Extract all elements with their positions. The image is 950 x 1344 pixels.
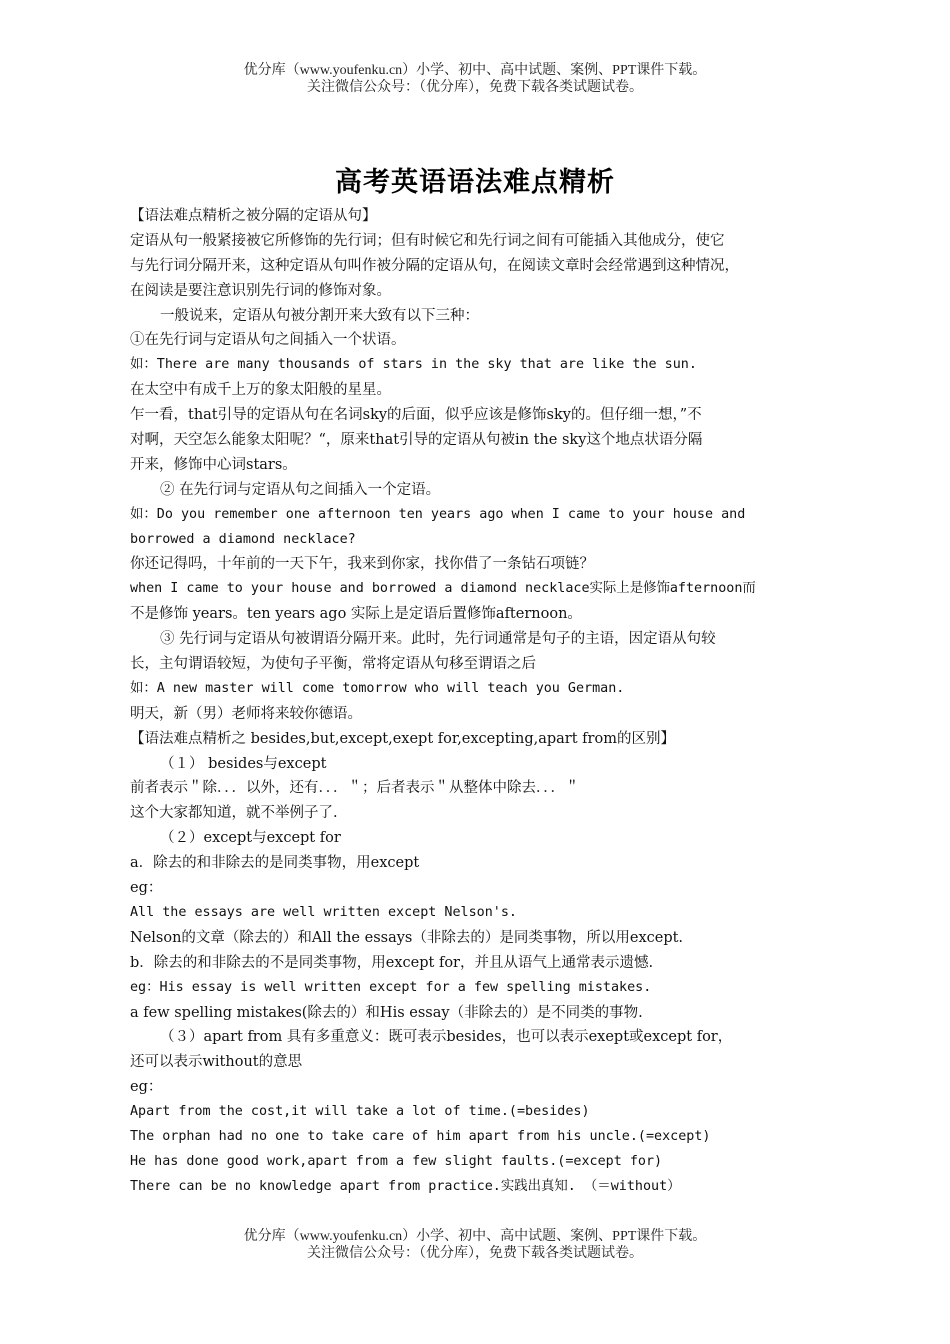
text-line: 这个大家都知道，就不举例子了. bbox=[130, 805, 338, 822]
document-title: 高考英语语法难点精析 bbox=[335, 167, 615, 198]
page-footer bbox=[0, 1228, 950, 1262]
text-line: ② 在先行词与定语从句之间插入一个定语。 bbox=[160, 481, 441, 498]
text-line: 与先行词分隔开来，这种定语从句叫作被分隔的定语从句，在阅读文章时会经常遇到这种情况， bbox=[130, 257, 739, 274]
text-line: 对啊，天空怎么能象太阳呢？“，原来that引导的定语从句被in the sky这个地点状语分隔 bbox=[130, 432, 703, 449]
text-line: 在太空中有成千上万的象太阳般的星星。 bbox=[130, 382, 391, 399]
example-line: when I came to your house and borrowed a diamond necklace实际上是修饰afternoon而 bbox=[130, 581, 756, 597]
text-line: 在阅读是要注意识别先行词的修饰对象。 bbox=[130, 282, 391, 299]
text-line: 还可以表示without的意思 bbox=[130, 1054, 303, 1071]
document-body bbox=[130, 204, 830, 1200]
example-line: Apart from the cost,it will take a lot of time.(=besides) bbox=[130, 1104, 590, 1120]
section-heading: 【语法难点精析之被分隔的定语从句】 bbox=[130, 208, 377, 224]
page-header bbox=[0, 62, 950, 96]
text-line: 明天，新（男）老师将来较你德语。 bbox=[130, 705, 362, 722]
subheading: （１） besides与except bbox=[160, 755, 327, 772]
example-line: He has done good work,apart from a few slight faults.(=except for) bbox=[130, 1153, 663, 1169]
text-line: ③ 先行词与定语从句被谓语分隔开来。此时，先行词通常是句子的主语，因定语从句较 bbox=[160, 631, 716, 648]
example-line: eg：His essay is well written except for a few spelling mistakes. bbox=[130, 979, 652, 995]
header-line-2: 关注微信公众号：（优分库），免费下载各类试题试卷。 bbox=[307, 80, 643, 95]
text-line: 前者表示＂除．．．以外，还有．．．＂；后者表示＂从整体中除去．．．＂ bbox=[130, 780, 580, 797]
section-heading: 【语法难点精析之 besides,but,except,exept for,excepting,apart from的区别】 bbox=[130, 730, 675, 747]
text-line: 乍一看，that引导的定语从句在名词sky的后面，似乎应该是修饰sky的。但仔细一想，”不 bbox=[130, 407, 702, 424]
text-line: a．除去的和非除去的是同类事物，用except bbox=[130, 855, 420, 872]
example-line: borrowed a diamond necklace? bbox=[130, 531, 356, 547]
subheading: （２）except与except for bbox=[160, 830, 341, 847]
example-line: 如：Do you remember one afternoon ten years ago when I came to your house and bbox=[130, 506, 746, 522]
text-line: 开来，修饰中心词stars。 bbox=[130, 456, 297, 473]
example-line: All the essays are well written except Nelson's. bbox=[130, 904, 517, 920]
example-line: The orphan had no one to take care of him apart from his uncle.(=except) bbox=[130, 1128, 711, 1144]
footer-line-1: 优分库（www.youfenku.cn）小学、初中、高中试题、案例、PPT课件下载。 bbox=[243, 1229, 707, 1244]
text-line: 你还记得吗，十年前的一天下午，我来到你家，找你借了一条钻石项链？ bbox=[130, 556, 594, 573]
text-line: b．除去的和非除去的不是同类事物，用except for，并且从语气上通常表示遗憾. bbox=[130, 954, 654, 971]
header-line-1: 优分库（www.youfenku.cn）小学、初中、高中试题、案例、PPT课件下载。 bbox=[243, 63, 707, 78]
text-line: Nelson的文章（除去的）和All the essays（非除去的）是同类事物，所以用except. bbox=[130, 929, 684, 946]
text-line: eg： bbox=[130, 1079, 163, 1096]
text-line: 定语从句一般紧接被它所修饰的先行词；但有时候它和先行词之间有可能插入其他成分，使它 bbox=[130, 232, 725, 249]
text-line: eg： bbox=[130, 880, 163, 897]
example-line: 如：A new master will come tomorrow who will teach you German. bbox=[130, 680, 625, 696]
text-line: 长，主句谓语较短，为使句子平衡，常将定语从句移至谓语之后 bbox=[130, 656, 536, 673]
example-line: 如：There are many thousands of stars in the sky that are like the sun. bbox=[130, 357, 697, 373]
text-line: 不是修饰 years。ten years ago 实际上是定语后置修饰afternoon。 bbox=[130, 606, 582, 623]
subheading: （３）apart from 具有多重意义：既可表示besides，也可以表示exept或except for， bbox=[160, 1029, 733, 1046]
text-line: ①在先行词与定语从句之间插入一个状语。 bbox=[130, 332, 406, 349]
text-line: a few spelling mistakes(除去的）和His essay（非除去的）是不同类的事物. bbox=[130, 1004, 643, 1021]
footer-line-2: 关注微信公众号：（优分库），免费下载各类试题试卷。 bbox=[307, 1246, 643, 1261]
example-line: There can be no knowledge apart from practice.实践出真知. （＝without） bbox=[130, 1178, 681, 1194]
text-line: 一般说来，定语从句被分割开来大致有以下三种： bbox=[160, 307, 479, 324]
